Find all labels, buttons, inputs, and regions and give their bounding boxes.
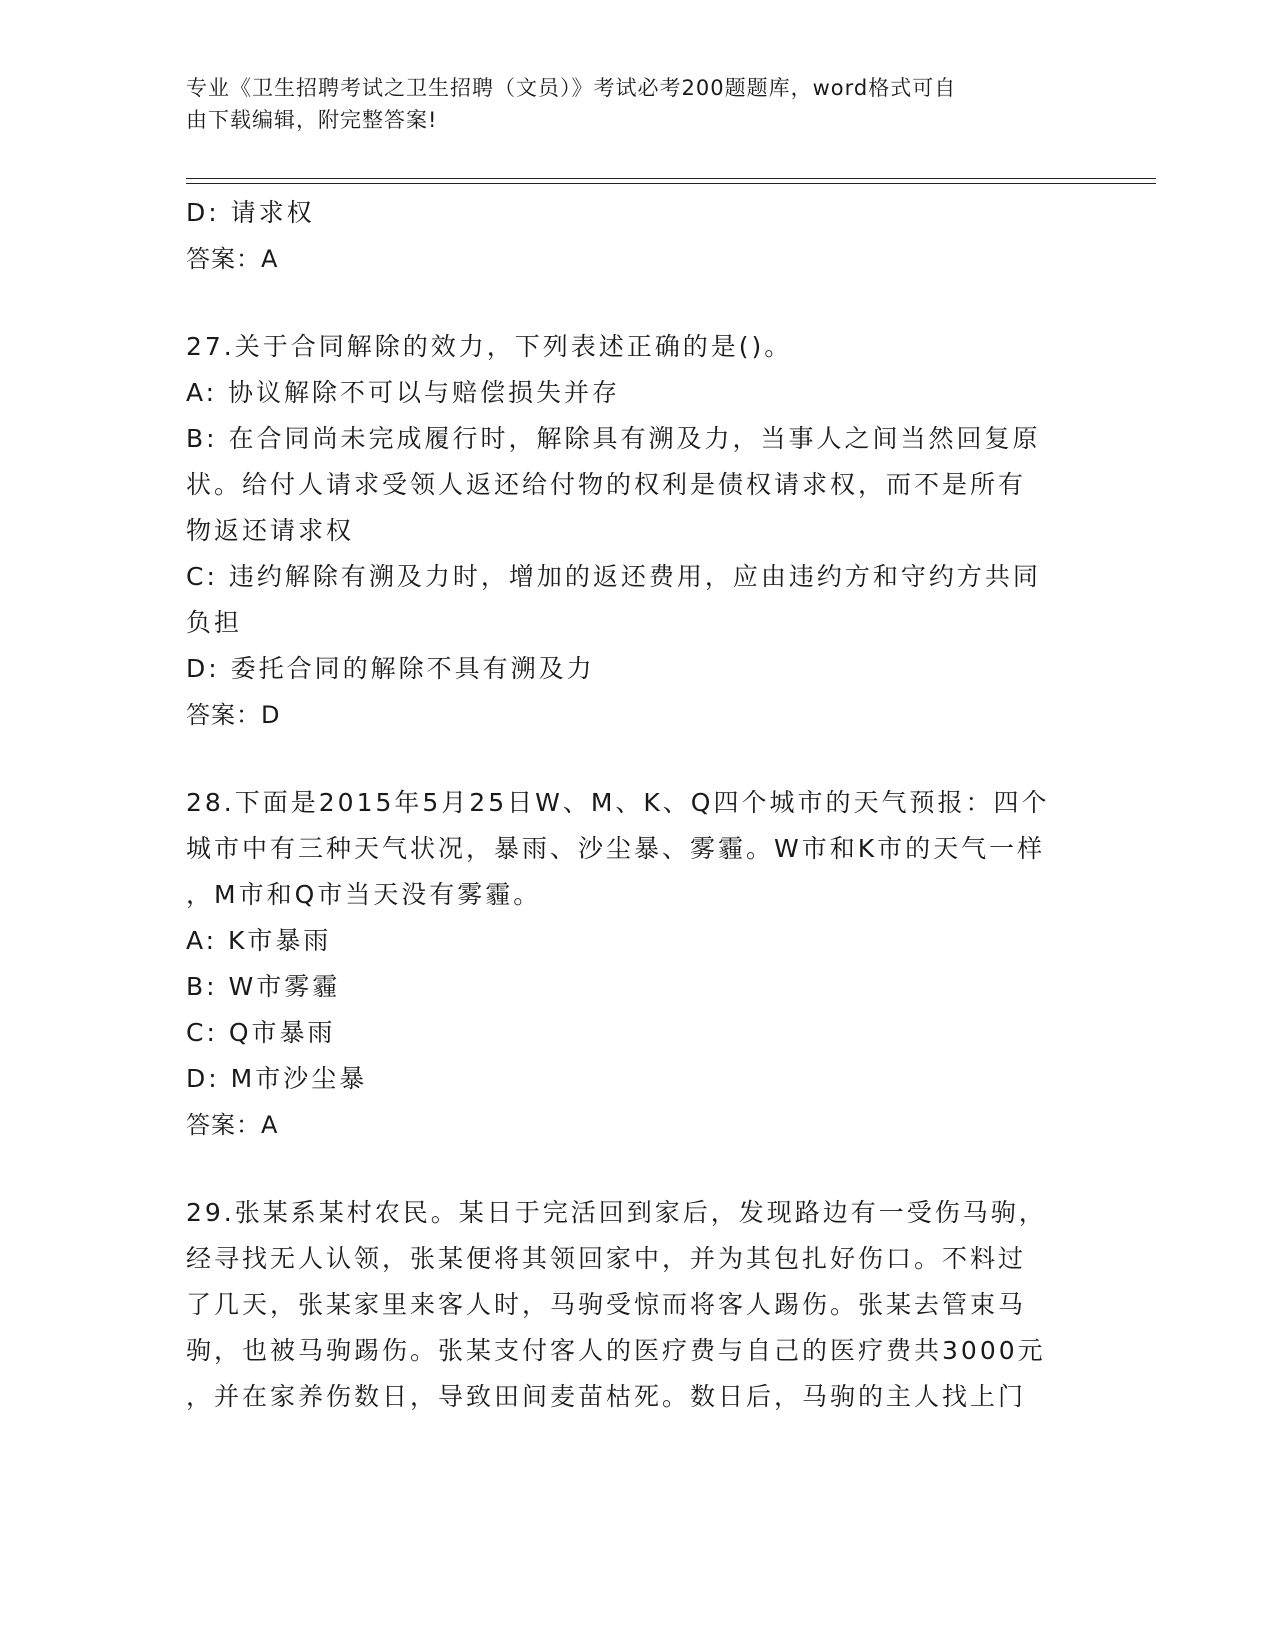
question-stem-line-3: 了几天，张某家里来客人时，马驹受惊而将客人踢伤。张某去管束马 xyxy=(186,1290,1027,1319)
question-29 xyxy=(186,1190,1086,1420)
option-c: C: Q市暴雨 xyxy=(186,1018,336,1047)
document-header xyxy=(186,72,1066,136)
header-divider-top xyxy=(186,178,1156,179)
spacer xyxy=(186,738,1086,780)
option-b-line-2: 状。给付人请求受领人返还给付物的权利是债权请求权，而不是所有 xyxy=(186,470,1027,499)
option-b-line-1: B: 在合同尚未完成履行时，解除具有溯及力，当事人之间当然回复原 xyxy=(186,424,1041,453)
header-line-2: 由下载编辑，附完整答案! xyxy=(186,108,438,132)
answer-line: 答案：D xyxy=(186,701,281,729)
option-c-line-2: 负担 xyxy=(186,608,243,637)
header-line-1: 专业《卫生招聘考试之卫生招聘（文员）》考试必考200题题库，word格式可自 xyxy=(186,76,957,100)
answer-line: 答案：A xyxy=(186,245,279,273)
question-stem-line-2: 经寻找无人认领，张某便将其领回家中，并为其包扎好伤口。不料过 xyxy=(186,1244,1027,1273)
option-d: D: M市沙尘暴 xyxy=(186,1064,368,1093)
question-stem: 27.关于合同解除的效力，下列表述正确的是()。 xyxy=(186,332,793,361)
option-b-line-3: 物返还请求权 xyxy=(186,516,355,545)
answer-line: 答案：A xyxy=(186,1111,279,1139)
question-stem-line-1: 28.下面是2015年5月25日W、M、K、Q四个城市的天气预报：四个 xyxy=(186,788,1050,817)
option-d: D: 请求权 xyxy=(186,198,315,227)
spacer xyxy=(186,1148,1086,1190)
question-content xyxy=(186,190,1086,1420)
spacer xyxy=(186,282,1086,324)
option-a: A: 协议解除不可以与赔偿损失并存 xyxy=(186,378,621,407)
question-27 xyxy=(186,324,1086,738)
question-stem-line-3: ，M市和Q市当天没有雾霾。 xyxy=(186,880,542,909)
option-d: D: 委托合同的解除不具有溯及力 xyxy=(186,654,595,683)
question-stem-line-2: 城市中有三种天气状况，暴雨、沙尘暴、雾霾。W市和K市的天气一样 xyxy=(186,834,1046,863)
header-divider-bottom xyxy=(186,183,1156,184)
question-stem-line-4: 驹，也被马驹踢伤。张某支付客人的医疗费与自己的医疗费共3000元 xyxy=(186,1336,1046,1365)
option-b: B: W市雾霾 xyxy=(186,972,341,1001)
question-stem-line-5: ，并在家养伤数日，导致田间麦苗枯死。数日后，马驹的主人找上门 xyxy=(186,1382,1027,1411)
previous-question-tail xyxy=(186,190,1086,282)
question-stem-line-1: 29.张某系某村农民。某日于完活回到家后，发现路边有一受伤马驹， xyxy=(186,1198,1047,1227)
option-a: A: K市暴雨 xyxy=(186,926,332,955)
option-c-line-1: C: 违约解除有溯及力时，增加的返还费用，应由违约方和守约方共同 xyxy=(186,562,1041,591)
question-28 xyxy=(186,780,1086,1148)
